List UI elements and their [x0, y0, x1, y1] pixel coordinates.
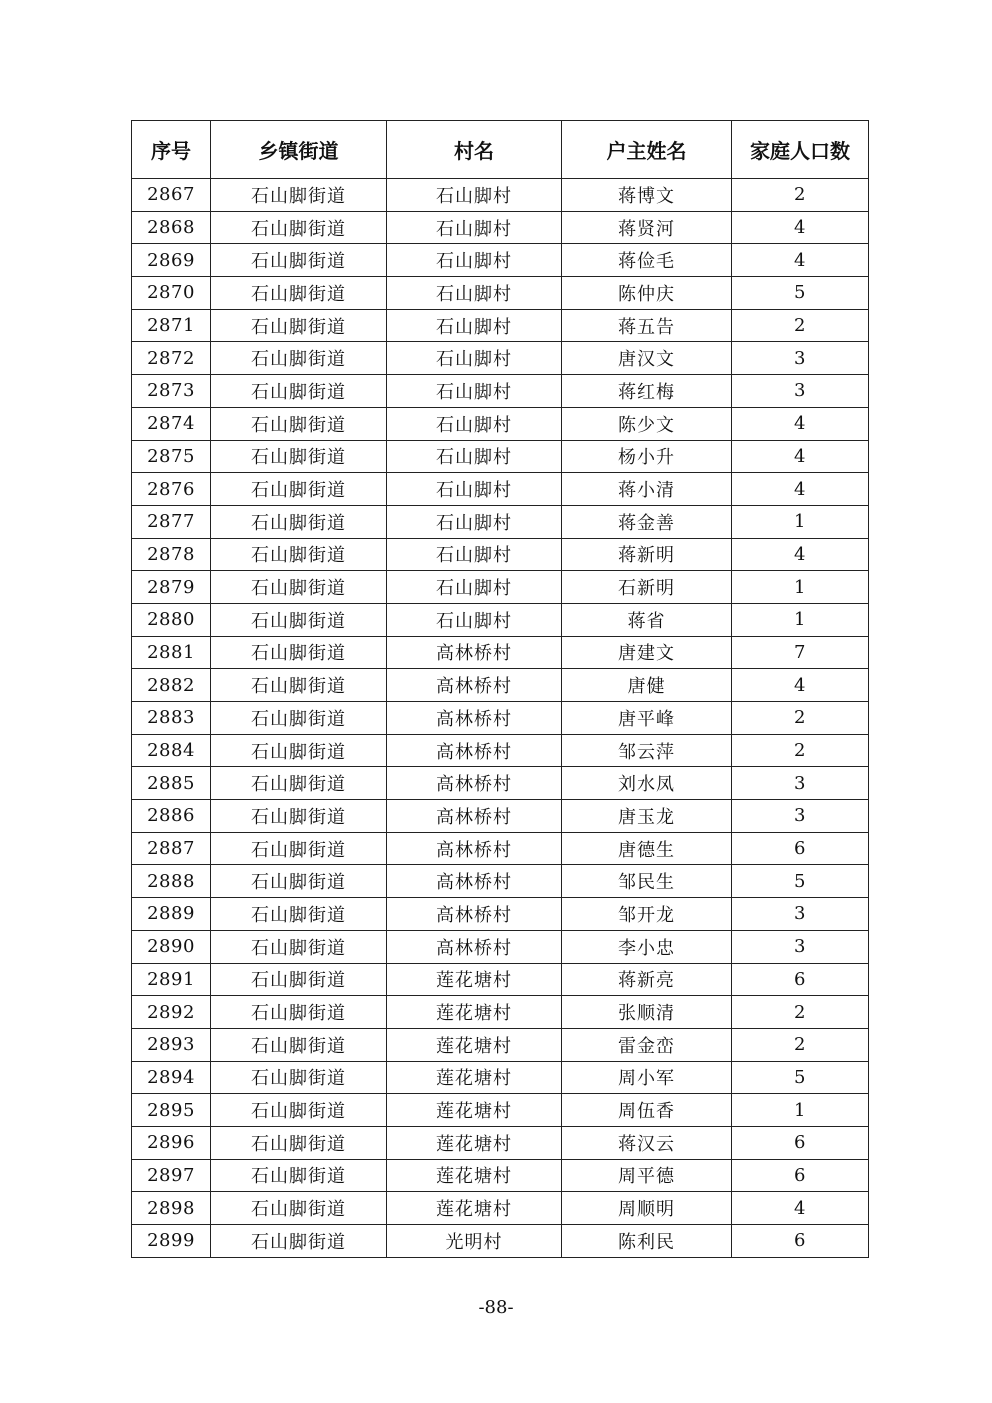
- cell-village-name: 高林桥村: [387, 669, 562, 702]
- cell-household-size: 2: [732, 309, 869, 342]
- cell-serial-number: 2869: [132, 244, 211, 277]
- cell-village-name: 莲花塘村: [387, 1094, 562, 1127]
- cell-household-size: 4: [732, 407, 869, 440]
- cell-householder-name: 唐建文: [562, 636, 732, 669]
- table-row: [132, 963, 869, 996]
- cell-village-name: 石山脚村: [387, 538, 562, 571]
- table-row: [132, 244, 869, 277]
- cell-township-street: 石山脚街道: [211, 734, 387, 767]
- cell-householder-name: 周平德: [562, 1159, 732, 1192]
- cell-householder-name: 陈仲庆: [562, 277, 732, 310]
- cell-serial-number: 2897: [132, 1159, 211, 1192]
- cell-village-name: 高林桥村: [387, 800, 562, 833]
- cell-serial-number: 2899: [132, 1225, 211, 1258]
- table-row: [132, 277, 869, 310]
- cell-serial-number: 2890: [132, 930, 211, 963]
- cell-householder-name: 蒋汉云: [562, 1126, 732, 1159]
- cell-householder-name: 邹开龙: [562, 898, 732, 931]
- header-serial-number: 序号: [132, 121, 211, 179]
- cell-household-size: 6: [732, 1126, 869, 1159]
- cell-household-size: 5: [732, 277, 869, 310]
- cell-township-street: 石山脚街道: [211, 571, 387, 604]
- cell-village-name: 石山脚村: [387, 211, 562, 244]
- cell-village-name: 莲花塘村: [387, 1028, 562, 1061]
- cell-township-street: 石山脚街道: [211, 375, 387, 408]
- cell-household-size: 3: [732, 767, 869, 800]
- cell-household-size: 1: [732, 571, 869, 604]
- cell-village-name: 石山脚村: [387, 571, 562, 604]
- table-row: [132, 571, 869, 604]
- cell-township-street: 石山脚街道: [211, 1126, 387, 1159]
- cell-serial-number: 2898: [132, 1192, 211, 1225]
- cell-serial-number: 2895: [132, 1094, 211, 1127]
- cell-household-size: 5: [732, 1061, 869, 1094]
- cell-township-street: 石山脚街道: [211, 407, 387, 440]
- cell-township-street: 石山脚街道: [211, 1225, 387, 1258]
- cell-village-name: 石山脚村: [387, 309, 562, 342]
- table-row: [132, 800, 869, 833]
- table-row: [132, 375, 869, 408]
- cell-village-name: 石山脚村: [387, 342, 562, 375]
- table-body: [132, 179, 869, 1258]
- cell-village-name: 光明村: [387, 1225, 562, 1258]
- header-village-name: 村名: [387, 121, 562, 179]
- cell-householder-name: 李小忠: [562, 930, 732, 963]
- table-row: [132, 309, 869, 342]
- cell-serial-number: 2884: [132, 734, 211, 767]
- cell-village-name: 高林桥村: [387, 767, 562, 800]
- table-row: [132, 342, 869, 375]
- cell-township-street: 石山脚街道: [211, 473, 387, 506]
- cell-household-size: 1: [732, 505, 869, 538]
- cell-serial-number: 2880: [132, 603, 211, 636]
- cell-serial-number: 2878: [132, 538, 211, 571]
- cell-serial-number: 2871: [132, 309, 211, 342]
- cell-village-name: 石山脚村: [387, 244, 562, 277]
- cell-serial-number: 2894: [132, 1061, 211, 1094]
- cell-village-name: 石山脚村: [387, 505, 562, 538]
- cell-township-street: 石山脚街道: [211, 865, 387, 898]
- cell-householder-name: 蒋金善: [562, 505, 732, 538]
- cell-householder-name: 陈利民: [562, 1225, 732, 1258]
- table-row: [132, 603, 869, 636]
- cell-household-size: 3: [732, 930, 869, 963]
- cell-household-size: 1: [732, 603, 869, 636]
- table-row: [132, 996, 869, 1029]
- household-table: [131, 120, 869, 1258]
- cell-township-street: 石山脚街道: [211, 342, 387, 375]
- header-householder-name: 户主姓名: [562, 121, 732, 179]
- table-row: [132, 898, 869, 931]
- cell-householder-name: 蒋省: [562, 603, 732, 636]
- cell-householder-name: 周顺明: [562, 1192, 732, 1225]
- cell-township-street: 石山脚街道: [211, 800, 387, 833]
- table-row: [132, 1028, 869, 1061]
- cell-householder-name: 陈少文: [562, 407, 732, 440]
- table-row: [132, 473, 869, 506]
- cell-serial-number: 2872: [132, 342, 211, 375]
- cell-township-street: 石山脚街道: [211, 440, 387, 473]
- cell-serial-number: 2874: [132, 407, 211, 440]
- cell-township-street: 石山脚街道: [211, 669, 387, 702]
- table-row: [132, 1225, 869, 1258]
- page-number: -88-: [478, 1297, 514, 1318]
- table-row: [132, 832, 869, 865]
- cell-village-name: 莲花塘村: [387, 996, 562, 1029]
- cell-householder-name: 蒋博文: [562, 179, 732, 212]
- cell-village-name: 莲花塘村: [387, 1126, 562, 1159]
- cell-township-street: 石山脚街道: [211, 1028, 387, 1061]
- cell-householder-name: 蒋新明: [562, 538, 732, 571]
- table-row: [132, 930, 869, 963]
- cell-township-street: 石山脚街道: [211, 1159, 387, 1192]
- cell-village-name: 高林桥村: [387, 734, 562, 767]
- cell-household-size: 4: [732, 244, 869, 277]
- table-row: [132, 1094, 869, 1127]
- cell-township-street: 石山脚街道: [211, 603, 387, 636]
- cell-householder-name: 蒋俭毛: [562, 244, 732, 277]
- cell-household-size: 4: [732, 538, 869, 571]
- cell-serial-number: 2879: [132, 571, 211, 604]
- cell-householder-name: 蒋红梅: [562, 375, 732, 408]
- cell-serial-number: 2888: [132, 865, 211, 898]
- cell-township-street: 石山脚街道: [211, 1094, 387, 1127]
- cell-village-name: 石山脚村: [387, 375, 562, 408]
- cell-household-size: 6: [732, 963, 869, 996]
- cell-village-name: 莲花塘村: [387, 1159, 562, 1192]
- cell-township-street: 石山脚街道: [211, 832, 387, 865]
- cell-household-size: 6: [732, 832, 869, 865]
- table-row: [132, 767, 869, 800]
- header-household-size: 家庭人口数: [732, 121, 869, 179]
- cell-serial-number: 2896: [132, 1126, 211, 1159]
- cell-serial-number: 2886: [132, 800, 211, 833]
- cell-household-size: 2: [732, 734, 869, 767]
- cell-household-size: 3: [732, 375, 869, 408]
- cell-township-street: 石山脚街道: [211, 963, 387, 996]
- table-row: [132, 636, 869, 669]
- cell-household-size: 6: [732, 1225, 869, 1258]
- cell-village-name: 石山脚村: [387, 603, 562, 636]
- cell-householder-name: 唐健: [562, 669, 732, 702]
- cell-household-size: 2: [732, 179, 869, 212]
- cell-serial-number: 2883: [132, 702, 211, 735]
- table-row: [132, 865, 869, 898]
- cell-household-size: 4: [732, 473, 869, 506]
- cell-householder-name: 雷金峦: [562, 1028, 732, 1061]
- header-township-street: 乡镇街道: [211, 121, 387, 179]
- cell-household-size: 5: [732, 865, 869, 898]
- cell-township-street: 石山脚街道: [211, 179, 387, 212]
- cell-householder-name: 蒋新亮: [562, 963, 732, 996]
- cell-township-street: 石山脚街道: [211, 211, 387, 244]
- cell-village-name: 莲花塘村: [387, 1192, 562, 1225]
- cell-township-street: 石山脚街道: [211, 930, 387, 963]
- cell-township-street: 石山脚街道: [211, 898, 387, 931]
- cell-serial-number: 2881: [132, 636, 211, 669]
- cell-household-size: 4: [732, 669, 869, 702]
- table-row: [132, 407, 869, 440]
- cell-serial-number: 2870: [132, 277, 211, 310]
- cell-township-street: 石山脚街道: [211, 277, 387, 310]
- cell-village-name: 高林桥村: [387, 702, 562, 735]
- cell-householder-name: 邹民生: [562, 865, 732, 898]
- cell-householder-name: 周伍香: [562, 1094, 732, 1127]
- cell-township-street: 石山脚街道: [211, 767, 387, 800]
- cell-household-size: 1: [732, 1094, 869, 1127]
- cell-household-size: 6: [732, 1159, 869, 1192]
- cell-township-street: 石山脚街道: [211, 1192, 387, 1225]
- table-row: [132, 1061, 869, 1094]
- cell-householder-name: 张顺清: [562, 996, 732, 1029]
- cell-householder-name: 石新明: [562, 571, 732, 604]
- cell-household-size: 4: [732, 440, 869, 473]
- cell-serial-number: 2891: [132, 963, 211, 996]
- cell-household-size: 3: [732, 898, 869, 931]
- cell-household-size: 4: [732, 1192, 869, 1225]
- cell-householder-name: 刘水凤: [562, 767, 732, 800]
- cell-serial-number: 2877: [132, 505, 211, 538]
- cell-householder-name: 唐平峰: [562, 702, 732, 735]
- cell-village-name: 石山脚村: [387, 277, 562, 310]
- table-row: [132, 1159, 869, 1192]
- cell-householder-name: 唐汉文: [562, 342, 732, 375]
- cell-householder-name: 周小军: [562, 1061, 732, 1094]
- cell-household-size: 3: [732, 342, 869, 375]
- cell-village-name: 高林桥村: [387, 865, 562, 898]
- cell-householder-name: 蒋五告: [562, 309, 732, 342]
- cell-householder-name: 蒋贤河: [562, 211, 732, 244]
- cell-township-street: 石山脚街道: [211, 244, 387, 277]
- table-row: [132, 505, 869, 538]
- cell-township-street: 石山脚街道: [211, 505, 387, 538]
- table-row: [132, 734, 869, 767]
- cell-householder-name: 杨小升: [562, 440, 732, 473]
- cell-household-size: 3: [732, 800, 869, 833]
- table-header-row: [132, 121, 869, 179]
- cell-serial-number: 2892: [132, 996, 211, 1029]
- cell-serial-number: 2893: [132, 1028, 211, 1061]
- cell-serial-number: 2876: [132, 473, 211, 506]
- cell-serial-number: 2885: [132, 767, 211, 800]
- table-row: [132, 440, 869, 473]
- cell-village-name: 石山脚村: [387, 440, 562, 473]
- cell-village-name: 石山脚村: [387, 179, 562, 212]
- cell-serial-number: 2875: [132, 440, 211, 473]
- cell-household-size: 2: [732, 1028, 869, 1061]
- cell-village-name: 莲花塘村: [387, 963, 562, 996]
- table-row: [132, 179, 869, 212]
- cell-village-name: 石山脚村: [387, 407, 562, 440]
- cell-serial-number: 2868: [132, 211, 211, 244]
- cell-serial-number: 2889: [132, 898, 211, 931]
- table-row: [132, 211, 869, 244]
- cell-householder-name: 唐德生: [562, 832, 732, 865]
- table-row: [132, 1126, 869, 1159]
- cell-serial-number: 2867: [132, 179, 211, 212]
- cell-village-name: 莲花塘村: [387, 1061, 562, 1094]
- cell-village-name: 高林桥村: [387, 636, 562, 669]
- cell-township-street: 石山脚街道: [211, 1061, 387, 1094]
- cell-township-street: 石山脚街道: [211, 309, 387, 342]
- cell-household-size: 4: [732, 211, 869, 244]
- cell-householder-name: 蒋小清: [562, 473, 732, 506]
- cell-village-name: 高林桥村: [387, 898, 562, 931]
- cell-householder-name: 邹云萍: [562, 734, 732, 767]
- cell-township-street: 石山脚街道: [211, 702, 387, 735]
- table-row: [132, 1192, 869, 1225]
- table-row: [132, 669, 869, 702]
- cell-village-name: 石山脚村: [387, 473, 562, 506]
- cell-township-street: 石山脚街道: [211, 538, 387, 571]
- table-row: [132, 702, 869, 735]
- cell-village-name: 高林桥村: [387, 930, 562, 963]
- cell-household-size: 7: [732, 636, 869, 669]
- cell-householder-name: 唐玉龙: [562, 800, 732, 833]
- cell-village-name: 高林桥村: [387, 832, 562, 865]
- cell-township-street: 石山脚街道: [211, 996, 387, 1029]
- cell-household-size: 2: [732, 702, 869, 735]
- cell-serial-number: 2887: [132, 832, 211, 865]
- cell-serial-number: 2882: [132, 669, 211, 702]
- cell-serial-number: 2873: [132, 375, 211, 408]
- cell-household-size: 2: [732, 996, 869, 1029]
- table-row: [132, 538, 869, 571]
- cell-township-street: 石山脚街道: [211, 636, 387, 669]
